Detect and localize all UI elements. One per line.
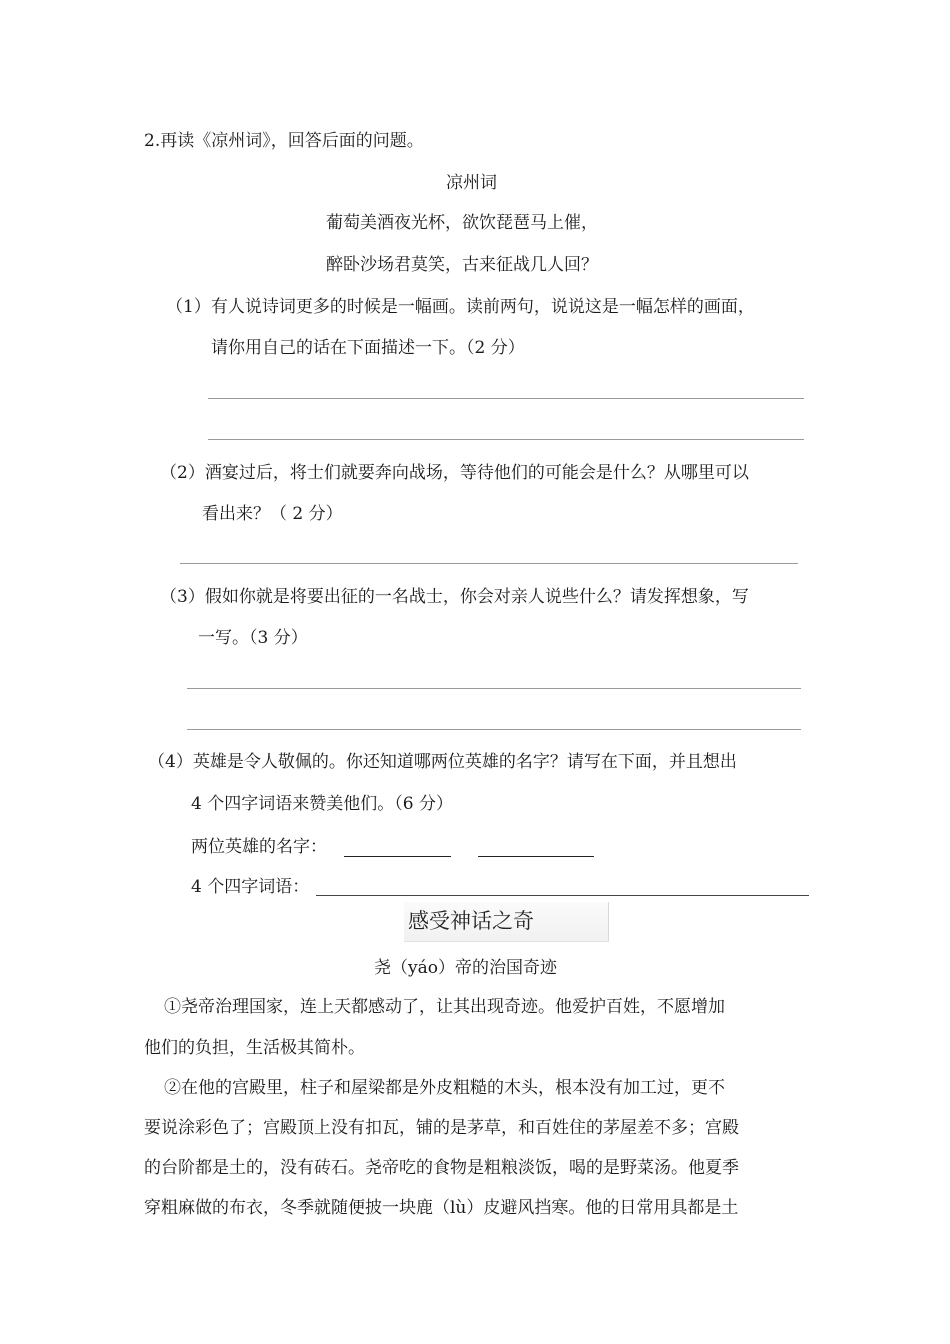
subquestion-3-line-1: （3）假如你就是将要出征的一名战士，你会对亲人说些什么？请发挥想象，写 <box>160 587 749 607</box>
answer-line[interactable] <box>208 439 804 440</box>
hero-name-blank-2[interactable] <box>478 856 594 857</box>
hero-name-blank-1[interactable] <box>344 856 451 857</box>
answer-line[interactable] <box>208 398 804 399</box>
four-char-words-blank[interactable] <box>316 895 809 896</box>
subquestion-3-line-2: 一写。（3 分） <box>198 628 308 648</box>
subquestion-2-line-2: 看出来？（ 2 分） <box>202 504 343 524</box>
four-char-words-label: 4 个四字词语： <box>191 877 310 897</box>
subquestion-1-line-1: （1）有人说诗词更多的时候是一幅画。读前两句，说说这是一幅怎样的画面， <box>166 297 755 317</box>
poem-title: 凉州词 <box>446 173 497 193</box>
paragraph-2-line-3: 的台阶都是土的，没有砖石。尧帝吃的食物是粗粮淡饭，喝的是野菜汤。他夏季 <box>144 1158 739 1178</box>
question-heading: 2.再读《凉州词》，回答后面的问题。 <box>144 131 424 151</box>
subquestion-1-line-2: 请你用自己的话在下面描述一下。（2 分） <box>211 338 525 358</box>
paragraph-1-line-2: 他们的负担，生活极其简朴。 <box>144 1038 365 1058</box>
answer-line[interactable] <box>187 729 801 730</box>
section-title-box <box>404 902 609 942</box>
paragraph-2-line-4: 穿粗麻做的布衣，冬季就随便披一块鹿（lù）皮避风挡寒。他的日常用具都是土 <box>144 1198 739 1218</box>
hero-names-label: 两位英雄的名字： <box>191 837 327 857</box>
poem-line-2: 醉卧沙场君莫笑，古来征战几人回？ <box>326 255 598 275</box>
paragraph-1-line-1: ①尧帝治理国家，连上天都感动了，让其出现奇迹。他爱护百姓，不愿增加 <box>164 997 725 1017</box>
subquestion-2-line-1: （2）酒宴过后，将士们就要奔向战场，等待他们的可能会是什么？从哪里可以 <box>160 463 749 483</box>
answer-line[interactable] <box>180 563 798 564</box>
subquestion-4-line-1: （4）英雄是令人敬佩的。你还知道哪两位英雄的名字？请写在下面，并且想出 <box>148 752 737 772</box>
section-title: 感受神话之奇 <box>408 909 534 933</box>
answer-line[interactable] <box>187 688 801 689</box>
paragraph-2-line-1: ②在他的宫殿里，柱子和屋梁都是外皮粗糙的木头，根本没有加工过，更不 <box>164 1078 725 1098</box>
poem-line-1: 葡萄美酒夜光杯，欲饮琵琶马上催， <box>326 213 598 233</box>
article-title: 尧（yáo）帝的治国奇迹 <box>374 958 557 978</box>
paragraph-2-line-2: 要说涂彩色了；宫殿顶上没有扣瓦，铺的是茅草，和百姓住的茅屋差不多；宫殿 <box>144 1118 739 1138</box>
subquestion-4-line-2: 4 个四字词语来赞美他们。（6 分） <box>191 794 453 814</box>
